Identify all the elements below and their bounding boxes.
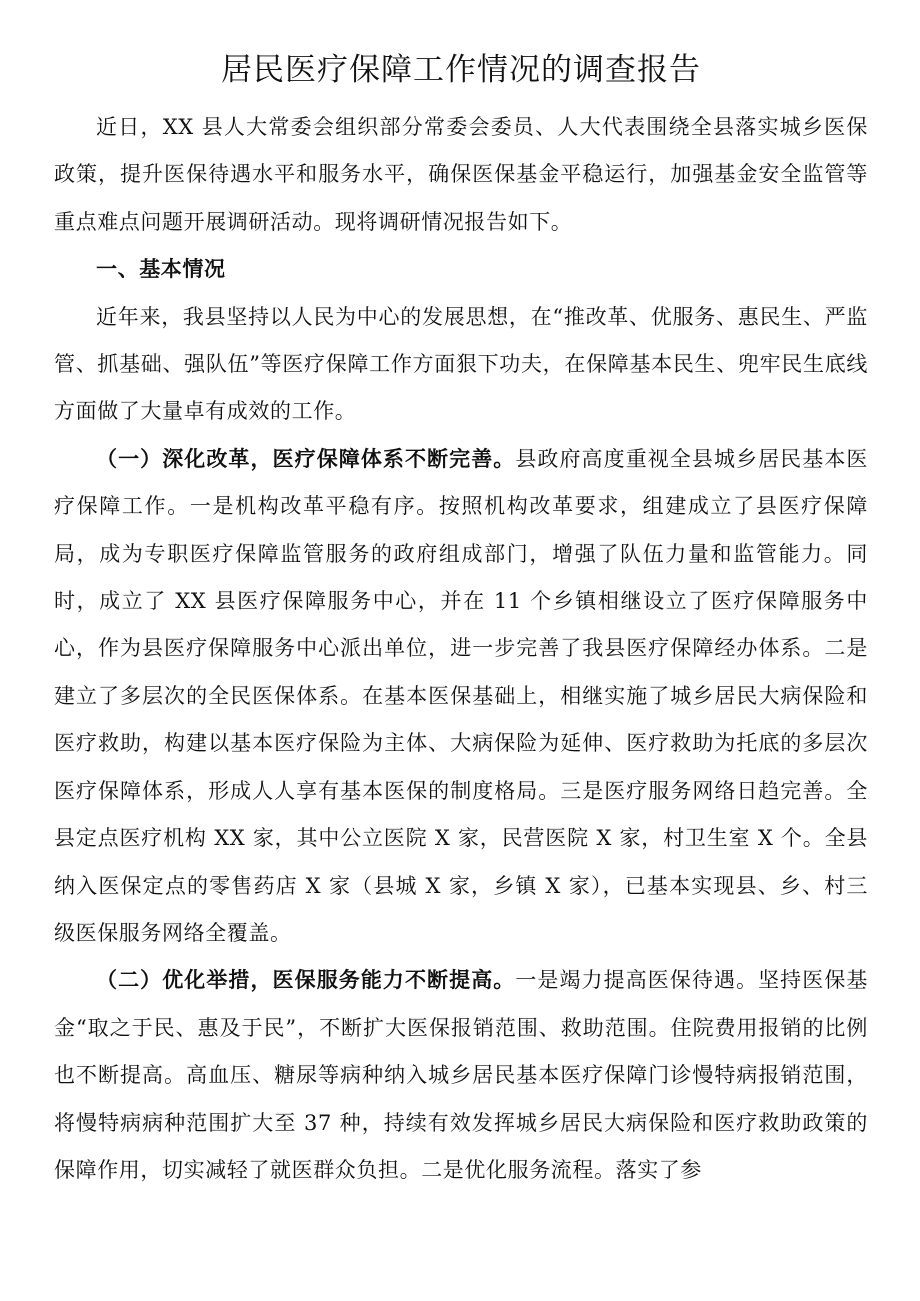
item2-paragraph [54,957,868,1194]
section-heading-basic-situation: 一、基本情况 [96,257,226,282]
item2-lead: （二）优化举措，医保服务能力不断提高。 [96,968,516,993]
item1-body: 县政府高度重视全县城乡居民基本医疗保障工作。一是机构改革平稳有序。按照机构改革要求，组建成立了县医疗保障局，成为专职医疗保障监管服务的政府组成部门，增强了队伍力量和监管能力。同时，成立了 XX 县医疗保障服务中心，并在 11 个乡镇相继设立了医疗保障服务中心，作为县医疗保障服务中心派出单位，进一步完善了我县医疗保障经办体系。二是建立了多层次的全民医保体系。在基本医保基础上，相继实施了城乡居民大病保险和医疗救助，构建以基本医疗保险为主体、大病保险为延伸、医疗救助为托底的多层次医疗保障体系，形成人人享有基本医保的制度格局。三是医疗服务网络日趋完善。全县定点医疗机构 XX 家，其中公立医院 X 家，民营医院 X 家，村卫生室 X 个。全县纳入医保定点的零售药店 X 家（县城 X 家，乡镇 X 家），已基本实现县、乡、村三级医保服务网络全覆盖。 [54,446,868,945]
document-title: 居民医疗保障工作情况的调查报告 [221,52,701,88]
item1-lead: （一）深化改革，医疗保障体系不断完善。 [96,446,516,471]
item1-paragraph [54,436,868,957]
overview-paragraph: 近年来，我县坚持以人民为中心的发展思想，在“推改革、优服务、惠民生、严监管、抓基础、强队伍”等医疗保障工作方面狠下功夫，在保障基本民生、兜牢民生底线方面做了大量卓有成效的工作。 [54,304,868,424]
intro-paragraph: 近日，XX 县人大常委会组织部分常委会委员、人大代表围绕全县落实城乡医保政策，提升医保待遇水平和服务水平，确保医保基金平稳运行，加强基金安全监管等重点难点问题开展调研活动。现将调研情况报告如下。 [54,115,868,234]
item2-body: 一是竭力提高医保待遇。坚持医保基金“取之于民、惠及于民”，不断扩大医保报销范围、救助范围。住院费用报销的比例也不断提高。高血压、糖尿等病种纳入城乡居民基本医疗保障门诊慢特病报销范围，将慢特病病种范围扩大至 37 种，持续有效发挥城乡居民大病保险和医疗救助政策的保障作用，切实减轻了就医群众负担。二是优化服务流程。落实了参 [54,968,868,1182]
